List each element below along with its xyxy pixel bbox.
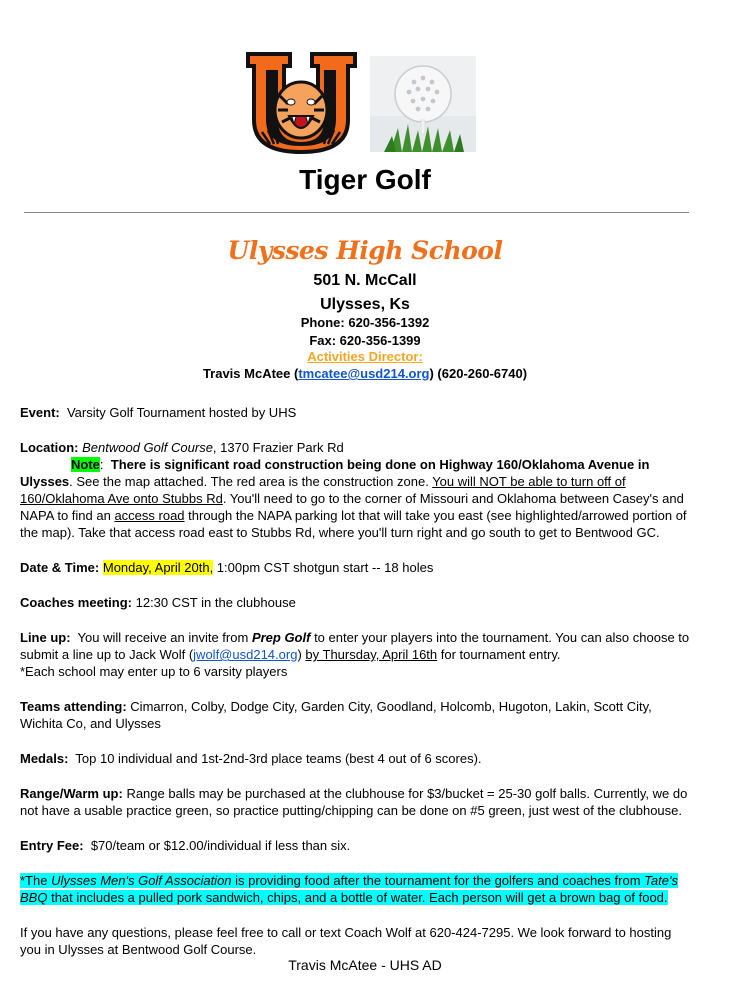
food-assoc: Ulysses Men's Golf Association	[51, 873, 232, 888]
lineup-note: *Each school may enter up to 6 varsity players	[20, 664, 288, 679]
entry-text: $70/team or $12.00/individual if less than six.	[90, 838, 351, 853]
activities-director-contact	[0, 366, 730, 381]
teams-section	[20, 698, 692, 732]
golf-ball-image	[370, 56, 476, 152]
teams-text: Cimarron, Colby, Dodge City, Garden City, Goodland, Holcomb, Hugoton, Lakin, Scott City, Wichita Co, and Ulysses	[20, 699, 652, 731]
event-text: Varsity Golf Tournament hosted by UHS	[66, 405, 297, 420]
ad-email-link[interactable]: tmcatee@usd214.org	[298, 366, 430, 381]
coaches-text: 12:30 CST in the clubhouse	[135, 595, 296, 610]
event-label: Event:	[20, 405, 60, 420]
medals-text: Top 10 individual and 1st-2nd-3rd place teams (best 4 out of 6 scores).	[75, 751, 482, 766]
teams-label: Teams attending:	[20, 699, 127, 714]
range-label: Range/Warm up:	[20, 786, 123, 801]
tiger-u-logo	[244, 48, 359, 156]
location-course: Bentwood Golf Course	[82, 440, 213, 455]
location-label: Location:	[20, 440, 79, 455]
lineup-text-1: You will receive an invite from	[77, 630, 252, 645]
document-body	[20, 404, 692, 958]
note-label: Note	[71, 457, 100, 472]
food-text-2: is providing food after the tournament for the golfers and coaches from	[231, 873, 645, 888]
ad-phone: ) (620-260-6740)	[429, 366, 528, 381]
range-text: Range balls may be purchased at the clubhouse for $3/bucket = 25-30 golf balls. Currently, we do not have a usable practice green, so practice putting/chipping can be done on #5 green, just west of the clubhouse.	[20, 786, 688, 818]
ad-name: Travis McAtee (	[202, 366, 299, 381]
entry-fee-section	[20, 837, 692, 854]
food-bbq: Tate's BBQ	[20, 873, 678, 905]
lineup-text-4: for tournament entry.	[437, 647, 561, 662]
food-highlight	[20, 873, 678, 905]
entry-label: Entry Fee:	[20, 838, 84, 853]
note-text-2: . You'll need to go to the corner of Missouri and Oklahoma between Casey's and NAPA to find an	[20, 491, 684, 523]
note-underline-1: You will NOT be able to turn off of 160/Oklahoma Ave onto Stubbs Rd	[20, 474, 626, 506]
date-time-label: Date & Time:	[20, 560, 100, 575]
school-name: Ulysses High School	[227, 236, 503, 265]
food-text-3: that includes a pulled pork sandwich, chips, and a bottle of water. Each person will get a brown bag of food.	[47, 890, 668, 905]
note-underline-2: access road	[114, 508, 185, 523]
closing-text: If you have any questions, please feel free to call or text Coach Wolf at 620-424-7295. We look forward to hosting you in Ulysses at Bentwood Golf Course.	[20, 925, 672, 957]
coaches-meeting-section	[20, 594, 692, 611]
lineup-text-3: )	[297, 647, 306, 662]
lineup-deadline: by Thursday, April 16th	[305, 647, 438, 662]
note-bold: There is significant road construction being done on Highway 160/Oklahoma Avenue in Ulysses	[20, 457, 650, 489]
location-note	[20, 456, 692, 541]
food-text-1: *The	[20, 873, 52, 888]
lineup-section	[20, 629, 692, 663]
address-line-1: 501 N. McCall	[313, 272, 417, 289]
note-text-3: through the NAPA parking lot that will take you east (see highlighted/arrowed portion of the map). Take that access road east to Stubbs Rd, where you'll turn right and go south to get to Bentwood GC.	[20, 508, 687, 540]
event-section	[20, 404, 692, 421]
logo-letter: U	[244, 48, 245, 49]
school-phone: Phone: 620-356-1392	[300, 315, 430, 330]
coaches-label: Coaches meeting:	[20, 595, 132, 610]
medals-section	[20, 750, 692, 767]
footer-signature: Travis McAtee - UHS AD	[288, 957, 442, 973]
page-title: Tiger Golf	[299, 164, 431, 195]
header-logos	[0, 48, 730, 158]
header-divider	[24, 212, 689, 213]
prep-golf: Prep Golf	[251, 630, 311, 645]
range-section	[20, 785, 692, 819]
lineup-text-2: to enter your players into the tournament. You can also choose to submit a line up to Jack Wolf (	[20, 630, 690, 662]
location-section	[20, 439, 692, 456]
date-highlight: Monday, April 20th,	[102, 560, 214, 575]
location-address: , 1370 Frazier Park Rd	[212, 440, 344, 455]
medals-label: Medals:	[20, 751, 69, 766]
food-section	[20, 872, 692, 906]
time-text: 1:00pm CST shotgun start -- 18 holes	[213, 560, 434, 575]
activities-director-label: Activities Director:	[307, 349, 423, 364]
date-time-section	[20, 559, 692, 576]
note-colon: :	[99, 457, 104, 472]
address-line-2: Ulysses, Ks	[320, 296, 410, 313]
jwolf-email-link[interactable]: jwolf@usd214.org	[193, 647, 298, 662]
school-fax: Fax: 620-356-1399	[309, 333, 421, 348]
note-text-1: . See the map attached. The red area is the construction zone.	[69, 474, 433, 489]
lineup-label: Line up:	[20, 630, 71, 645]
